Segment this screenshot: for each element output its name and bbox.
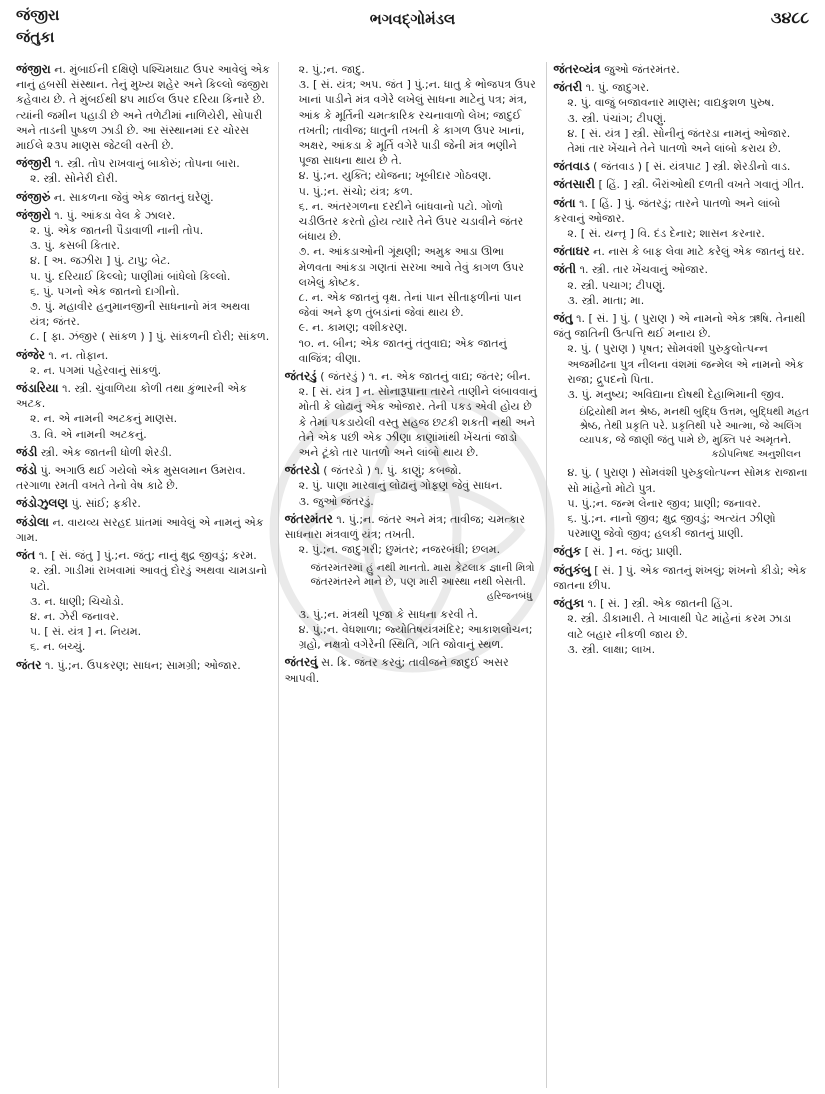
entry-headword: જંડી bbox=[16, 444, 38, 459]
entry-headword: જંતુક bbox=[553, 544, 582, 559]
entry-sense: ૪. [ અ. જઝીરા ] પું. ટાપુ; બેટ. bbox=[30, 254, 171, 268]
entry-headword: જંજેર bbox=[16, 347, 45, 362]
dictionary-entry bbox=[285, 62, 541, 366]
dictionary-entry bbox=[553, 177, 809, 192]
entry-headword: જંજીરી bbox=[16, 156, 52, 171]
entry-definition: પું. સાંઈ; ફકીર. bbox=[71, 497, 141, 511]
entry-headword: જંતરવ્યંત્ર bbox=[553, 62, 601, 76]
guide-word-last: જંતુકા bbox=[16, 28, 55, 46]
entry-definition: સ. ક્રિ. જંતર કરવું; તાવીજને જાદુઈ અસર આપવી. bbox=[284, 656, 509, 685]
entry-sense: ૪. ન. ઝેરી જનાવર. bbox=[30, 609, 120, 623]
entry-definition: [ સં. ] ન. જંતુ; પ્રાણી. bbox=[584, 545, 683, 559]
dictionary-entry bbox=[553, 80, 809, 156]
entry-headword: જંતુકા bbox=[553, 596, 585, 611]
entry-headword: જંતર bbox=[16, 657, 42, 672]
entry-headword: જંતી bbox=[553, 262, 577, 277]
entry-sense: ૬. પું. પગનો એક જાતનો દાગીનો. bbox=[30, 284, 180, 298]
entry-definition: ૧. [ સં. ] પું. ( પુરાણ ) એ નામનો એક ઋષિ. તેનાથી જંતુ જાતિની ઉત્પત્તિ થઈ મનાય છે. bbox=[553, 312, 806, 341]
entry-headword: જંડો bbox=[16, 463, 37, 478]
dictionary-entry bbox=[553, 465, 809, 541]
entry-quotation: જંતરમંતરમાં હું નથી માનતો. મારા કેટલાક જ્ઞાની મિત્રો જંતરમંતરને માને છે, પણ મારી આસ્થા નથી બેસતી. bbox=[310, 561, 535, 588]
entry-sense: ૨. પું. ( પુરાણ ) પૃષત; સોમવંશી પુરુકુલોત્પન્ન અજમીઢના પુત્ર નીલના વંશમાં જન્મેલ એ નામનો એક રાજા; દ્રુપદનો પિતા. bbox=[567, 342, 804, 386]
entry-headword: જંજીરા bbox=[16, 62, 51, 76]
dictionary-entry bbox=[16, 463, 272, 493]
entry-definition: ( જંતરડું ) ૧. ન. એક જાતનું વાદ્ય; જંતર; બીન. bbox=[320, 370, 531, 384]
dictionary-entry bbox=[553, 596, 809, 657]
entry-headword: જંડારિયા bbox=[16, 381, 59, 396]
dictionary-entry bbox=[16, 445, 272, 460]
entry-headword: જંતવાડ bbox=[553, 159, 590, 174]
dictionary-entry bbox=[16, 190, 272, 205]
entry-definition: [ સં. ] પું. એક જાતનું શંખલું; શંખનો કીડો; એક જાતના છીપ. bbox=[553, 563, 807, 592]
dictionary-entry bbox=[553, 196, 809, 242]
entry-definition: ન. મુંબાઈની દક્ષિણે પશ્ચિમઘાટ ઉપર આવેલું એક નાનું હબસી સંસ્થાન. તેનું મુખ્ય શહેર અને કિલ્લો જંજીરા કહેવાય છે. તે મુંબઈથી ૪૫ માઈલ ઉપર દરિયા કિનારે છે. ત્યાંની જમીન પહાડી છે અને તળેટીમાં નાળિયેરી, સોપારી અને તાડની પુષ્કળ ઝાડી છે. આ સંસ્થાનમાં દર ચોરસ માઈલે ૨૩૫ માણસ જેટલી વસ્તી છે. bbox=[16, 63, 270, 153]
entry-sense: ૪. [ સં. યંત્ર ] સ્ત્રી. સોનીનું જંતરડા નામનું ઓજાર. તેમાં તાર ખેંચાને તેને પાતળો અને લાંબો કરાય છે. bbox=[567, 126, 791, 156]
entry-definition: ૧. પું.;ન. ઉપકરણ; સાધન; સામગ્રી; ઓજાર. bbox=[45, 658, 241, 672]
entry-sense: ૨. પું.;ન. જાદુ. bbox=[298, 63, 365, 76]
entry-sense: ૬. ન. બચ્ચું. bbox=[30, 640, 86, 654]
entry-sense: ૪. પું.;ન. વેધશાળા; જ્યોતિષયંત્રમંદિર; આકાશલોચન; ગ્રહો, નક્ષત્રો વગેરેની સ્થિતિ, ગતિ જોવાનું સ્થળ. bbox=[298, 622, 533, 652]
entry-headword: જંતરડું bbox=[284, 369, 317, 384]
entry-headword: જંજીરો bbox=[16, 207, 51, 222]
dictionary-entry bbox=[553, 563, 809, 593]
entry-sense: ૨. ન. એ નામની અટકનું માણસ. bbox=[30, 412, 178, 426]
entry-sense: ૨. પું. વાજું બજાવનાર માણસ; વાદ્યકુશળ પુરુષ. bbox=[567, 96, 775, 110]
dictionary-entry bbox=[285, 512, 541, 558]
column-left bbox=[10, 62, 278, 1088]
entry-sense: ૪. પું. ( પુરાણ ) સોમવંશી પુરુકુલોત્પન્ન સોમક રાજાના સો માંહેનો મોટો પુત્ર. bbox=[567, 466, 808, 495]
entry-sense: ૫. પું. દરિયાઈ કિલ્લો; પાણીમાં બાંધેલો કિલ્લો. bbox=[30, 269, 231, 283]
entry-definition: ૧. [ સં. જંતુ ] પું.;ન. જંતુ; નાનું ક્ષુદ્ર જીવડું; કરમ. bbox=[38, 549, 257, 563]
entry-definition: ૧. પું. આંકડા વેલ કે ઝાલર. bbox=[54, 208, 176, 222]
dictionary-entry bbox=[16, 348, 272, 378]
entry-sense: ૨. પું.;ન. જાદુગરી; છુમંતર; નજરબંધી; છલમ. bbox=[298, 543, 501, 557]
entry-headword: જંતુ bbox=[553, 311, 573, 326]
entry-quotation: ઇંદ્રિયોથી મન શ્રેષ્ઠ, મનથી બુદ્ધિ ઉત્તમ, બુદ્ધિથી મહત શ્રેષ્ઠ, તેથી પ્રકૃતિ પરે. પ્રકૃતિથી પરે આત્મા, જે અલિંગ વ્યાપક, જે જાણી જંતુ પામે છે, મુક્તિ પરં અમૃતને. bbox=[579, 406, 809, 447]
entry-sense: ૨. સ્ત્રી. ગાડીમાં રાખવામાં આવતું દોરડું અથવા ચામડાનો પટો. bbox=[30, 564, 268, 593]
entry-sense: ૭. ન. આંકડાઓની ગૂંથણી; અમુક આડા ઊભા મેળવતા આંકડા ગણતાં સરખા આવે તેવું કાગળ ઉપર લખેલું કોષ્ટક. bbox=[298, 245, 524, 289]
entry-sense: ૩. પું. મનુષ્ય; અવિદ્યાના દોષથી દેહાભિમાની જીવ. bbox=[567, 388, 785, 402]
dictionary-entry bbox=[16, 381, 272, 442]
entry-sense: ૨. પું. પાણા મારવાનું લોઢાનું ગોફણ જેવું સાધન. bbox=[298, 479, 503, 493]
dictionary-entry bbox=[553, 62, 809, 77]
entry-headword: જંત bbox=[16, 548, 36, 563]
entry-sense: ૭. પું. મહાવીર હનુમાનજીની સાધનાનો મંત્ર અથવા યંત્ર; જંતર. bbox=[30, 300, 250, 329]
dictionary-entry bbox=[553, 262, 809, 308]
entry-sense: ૪. પું.;ન. યુક્તિ; યોજના; ખૂબીદાર ગોઠવણ. bbox=[298, 169, 492, 183]
entry-sense: ૮. [ ફા. ઝંજીર ( સાંકળ ) ] પું. સાંકળની દોરી; સાંકળ. bbox=[30, 330, 270, 344]
entry-sense: ૨. [ સં. યંત્ર ] ન. સોનારૂપાના તારને તાણીને લંબાવવાનું મોતી કે લોઢાનું એક ઓજાર. તેની પકડ એવી હોય છે કે તેમાં પકડાયેલી વસ્તુ સહજ છટકી શકતી નથી અને તેને એક પછી એક ઝીણા કાણાંમાંથી ખેંચતાં જાડો અને ટૂંકો તાર પાતળો અને લાંબો થાય છે. bbox=[298, 385, 537, 460]
dictionary-entry bbox=[553, 159, 809, 174]
quotation-source: હરિજનબંધુ bbox=[486, 590, 533, 602]
dictionary-entry bbox=[16, 548, 272, 654]
entry-definition: જુઓ જંતરમંતર. bbox=[604, 63, 680, 76]
entry-definition: સ્ત્રી. એક જાતની ધોળી શેરડી. bbox=[40, 445, 172, 459]
entry-sense: ૬. ન. અંતરગળના દરદીને બાંધવાનો પટો. ગોળો ચડીઉતર કરતો હોય ત્યારે તેને ઉપર ચડાવીને જંતર બંધાય છે. bbox=[298, 199, 524, 244]
entry-sense: ૩. ન. ધાણી; ચિચોડો. bbox=[30, 594, 124, 608]
entry-headword: જંતરમંતર bbox=[284, 511, 333, 526]
quotation-source: કઠોપનિષદ અનુશીલન bbox=[711, 449, 802, 461]
dictionary-entry bbox=[553, 405, 809, 462]
dictionary-entry bbox=[16, 496, 272, 511]
entry-sense: ૩. જુઓ જંતરડું. bbox=[298, 494, 374, 508]
entry-sense: ૫. પું.;ન. સંચો; યંત્ર; કળ. bbox=[298, 184, 413, 198]
page-title: ભગવદ્ગોમંડલ bbox=[369, 10, 456, 28]
dictionary-entry bbox=[553, 244, 809, 259]
entry-definition: ૧. ન. તોફાન. bbox=[48, 348, 109, 362]
entry-definition: ન. નાસ કે બાફ લેવા માટે કરેલું એક જાતનું ઘર. bbox=[593, 245, 805, 259]
dictionary-entry bbox=[285, 369, 541, 460]
dictionary-entry bbox=[553, 311, 809, 402]
entry-headword: જંતરડો bbox=[284, 463, 320, 478]
entry-headword: જંડોલા bbox=[16, 514, 49, 529]
entry-sense: ૫. [ સં. યંત્ર ] ન. નિયમ. bbox=[30, 625, 142, 639]
guide-word-first: જંજીરા bbox=[16, 6, 60, 24]
entry-sense: ૩. વિ. એ નામની અટકનું. bbox=[30, 427, 147, 441]
entry-sense: ૯. ન. કામણ; વશીકરણ. bbox=[298, 321, 408, 335]
entry-sense: ૧૦. ન. બીન; એક જાતનું તંતુવાદ્ય; એક જાતનું વાજિંત્ર; વીણા. bbox=[298, 336, 507, 365]
entry-definition: ન. સાકળના જેવું એક જાતનું ઘરેણું. bbox=[53, 190, 214, 204]
entry-sense: ૩. પું. કસબી કિતાર. bbox=[30, 239, 121, 253]
entry-sense: ૨. સ્ત્રી. પચાગ; ટીપણું. bbox=[567, 278, 666, 292]
entry-sense: ૨. સ્ત્રી. ડીકામારી. તે ખાવાથી પેટ માંહેનાં કરમ ઝાડા વાટે બહાર નીકળી જાય છે. bbox=[567, 612, 792, 641]
dictionary-entry bbox=[285, 463, 541, 509]
column-right bbox=[546, 62, 815, 1088]
entry-headword: જંતરી bbox=[553, 80, 583, 95]
entry-headword: જંતરવું bbox=[284, 655, 318, 670]
entry-headword: જંતસારી bbox=[553, 177, 595, 192]
entry-definition: ૧. પું.;ન. જંતર અને મંત્ર; તાવીજ; ચમત્કાર સાધનારા મંત્રવાળું યંત્ર; તખતી. bbox=[284, 512, 526, 542]
entry-sense: ૨. પું. એક જાતની પૈડાવાળી નાની તોપ. bbox=[30, 224, 204, 238]
dictionary-entry bbox=[16, 156, 272, 186]
entry-definition: ન. વાયવ્ય સરહદ પ્રાંતમાં આવેલું એ નામનું એક ગામ. bbox=[16, 515, 264, 544]
entry-sense: ૩. [ સં. યંત્ર; અપ. જંત ] પું.;ન. ધાતુ કે ભોજપત્ર ઉપર ખાનાં પાડીને મંત્ર વગેરે લખેલું સાધના માટેનું પત્ર; મંત્ર, આંક કે મૂર્તિની ચમત્કારિક રચનાવાળો લેખ; જાદુઈ તખતી; તાવીજ; ધાતુની તખતી કે કાગળ ઉપર ખાનાં, અક્ષર, આંકડા કે મૂર્તિ વગેરે પાડી જેની મંત્ર ભણીને પૂજા સાધના થાય છે તે. bbox=[298, 78, 536, 168]
entry-definition: ૧. સ્ત્રી. તાર ખેંચવાનું ઓજાર. bbox=[579, 263, 708, 277]
entry-sense: ૫. પું.;ન. જન્મ લેનાર જીવ; પ્રાણી; જનાવર. bbox=[567, 496, 761, 510]
dictionary-entry bbox=[285, 655, 541, 685]
dictionary-entry bbox=[16, 658, 272, 673]
dictionary-columns bbox=[10, 62, 815, 1088]
dictionary-entry bbox=[16, 62, 272, 153]
entry-sense: ૨. ન. પગમાં પહેરવાનું સાંકળું. bbox=[30, 363, 162, 377]
page-number: ૩૪૮૮ bbox=[770, 8, 809, 27]
entry-headword: જંતુકંબુ bbox=[553, 562, 591, 577]
entry-definition: [ હિં. ] સ્ત્રી. બૈરાંઓથી દળતી વખતે ગવાતું ગીત. bbox=[598, 178, 805, 192]
entry-headword: જંતાઘર bbox=[553, 244, 590, 259]
entry-definition: ૧. સ્ત્રી. ચુંવાળિયા કોળી તથા કુંભારની એક અટક. bbox=[16, 382, 247, 411]
entry-headword: જંજીરું bbox=[16, 189, 51, 204]
dictionary-entry bbox=[16, 515, 272, 545]
dictionary-entry bbox=[553, 544, 809, 559]
entry-definition: ( જંતવાડ ) [ સં. યંત્રપાટ ] સ્ત્રી. શેરડીનો વાડ. bbox=[593, 160, 791, 174]
dictionary-entry bbox=[285, 561, 541, 604]
entry-headword: જંતા bbox=[553, 195, 576, 210]
entry-sense: ૨. [ સં. યન્તૃ ] વિ. દંડ દેનાર; શાસન કરનાર. bbox=[567, 227, 765, 241]
entry-sense: ૩. સ્ત્રી. લાક્ષા; લાખ. bbox=[567, 642, 656, 656]
entry-sense: ૨. સ્ત્રી. સોનેરી દોરી. bbox=[30, 172, 118, 186]
entry-sense: ૮. ન. એક જાતનું વૃક્ષ. તેનાં પાન સીતાફળીનાં પાન જેવાં અને ફળ તુંબડાંનાં જેવાં થાય છે. bbox=[298, 291, 522, 320]
page-header bbox=[0, 0, 825, 54]
column-middle bbox=[278, 62, 547, 1088]
entry-definition: ૧. [ હિં. ] પું. જંતરડું; તારને પાતળો અને લાંબો કરવાનું ઓજાર. bbox=[553, 196, 781, 225]
entry-definition: ૧. સ્ત્રી. તોપ રાખવાનું બાકોરું; તોપના બારા. bbox=[54, 157, 240, 171]
entry-sense: ૩. સ્ત્રી. પંચાંગ; ટીપણું. bbox=[567, 111, 667, 125]
entry-sense: ૬. પું.;ન. નાનો જીવ; ક્ષુદ્ર જીવડું; અત્યંત ઝીણો પરમાણુ જેવો જીવ; હલકી જાતનું પ્રાણી. bbox=[567, 512, 776, 541]
entry-definition: ૧. પું. જાદુગર. bbox=[585, 81, 650, 95]
dictionary-entry bbox=[16, 208, 272, 345]
entry-definition: ( જંતરડો ) ૧. પું. કાણું; કબજો. bbox=[323, 464, 462, 478]
entry-sense: ૩. સ્ત્રી. માતા; મા. bbox=[567, 293, 645, 307]
entry-headword: જંડોઝુલણ bbox=[16, 496, 68, 511]
entry-definition: ૧. [ સં. ] સ્ત્રી. એક જાતની હિંગ. bbox=[587, 597, 733, 611]
entry-definition: પું. અગાઉ થઈ ગયેલો એક મુસલમાન ઉમરાવ. તરગાળા રમતી વખતે તેનો વેષ કાઢે છે. bbox=[16, 464, 246, 493]
dictionary-entry bbox=[285, 607, 541, 653]
entry-sense: ૩. પું.;ન. મંત્રથી પૂજા કે સાધના કરવી તે. bbox=[298, 607, 478, 621]
